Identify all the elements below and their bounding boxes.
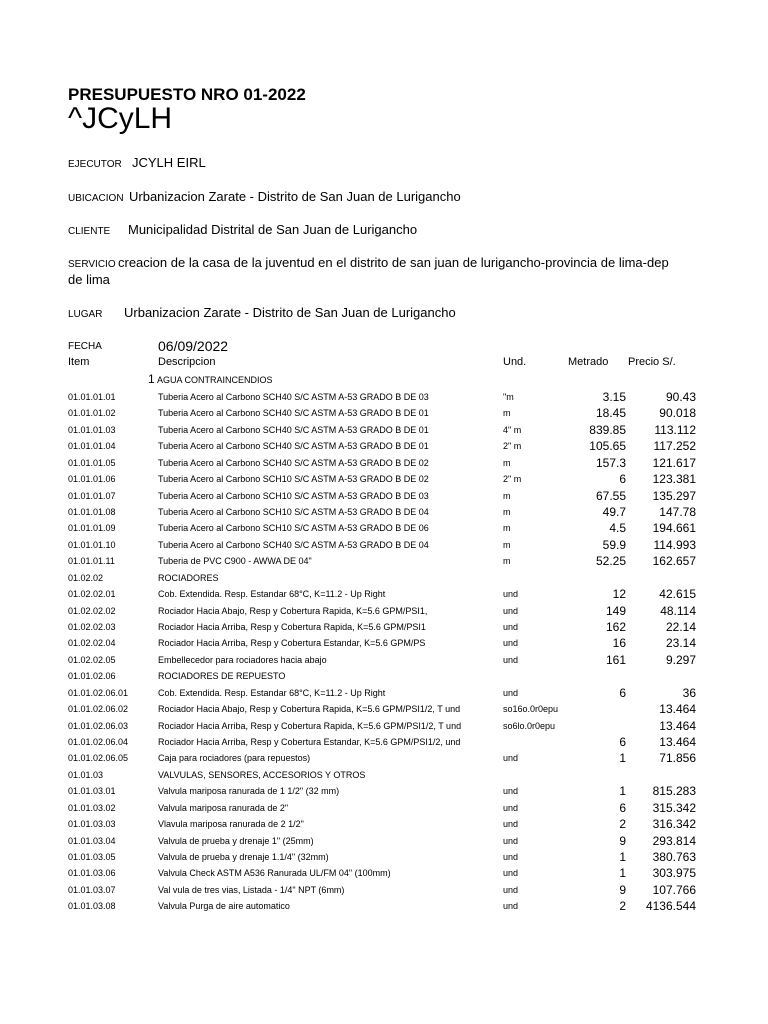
- table-row: [0, 603, 768, 622]
- fecha-label: FECHA: [68, 341, 102, 352]
- row-unit: und: [503, 786, 519, 797]
- row-item-code: 01.01.01.01: [68, 392, 116, 402]
- cliente-label: CLIENTE: [68, 226, 111, 237]
- row-metrado: 105.65: [589, 439, 626, 454]
- row-unit: "m: [503, 392, 514, 402]
- row-unit: und: [503, 654, 519, 665]
- row-item-code: 01.01.01.09: [68, 523, 116, 534]
- row-item-code: 01.02.02.03: [68, 622, 116, 633]
- row-item-code: 01.02.02.02: [68, 605, 116, 616]
- row-item-code: 01.01.03.05: [68, 852, 116, 863]
- row-item-code: 01.01.01.08: [68, 507, 116, 517]
- row-metrado: 59.9: [602, 537, 626, 552]
- row-metrado: 2: [619, 817, 626, 832]
- row-description: Valvula mariposa ranurada de 1 1/2" (32 mm): [158, 786, 340, 797]
- row-metrado: 1: [619, 784, 626, 799]
- row-price: 135.297: [652, 488, 696, 503]
- table-row: [0, 638, 768, 654]
- row-item-code: 01.01.02.06: [68, 671, 116, 682]
- row-metrado: 6: [619, 472, 626, 487]
- row-item-code: 01.01.02.06.01: [68, 687, 129, 698]
- ubicacion-value: Urbanizacion Zarate - Distrito de San Juan de Lurigancho: [129, 189, 461, 204]
- row-unit: und: [503, 901, 519, 912]
- column-header-precio: Precio S/.: [628, 356, 676, 368]
- row-price: 13.464: [659, 735, 696, 750]
- row-item-code: 01.01.01.10: [68, 539, 116, 550]
- row-description: Rociador Hacia Abajo, Resp y Cobertura Rapida, K=5.6 GPM/PSI1/2, T und: [158, 704, 461, 715]
- row-metrado: 9: [619, 833, 626, 848]
- row-item-code: 01.01.01.11: [68, 556, 115, 567]
- row-unit: m: [503, 490, 511, 501]
- table-row: [0, 622, 768, 638]
- row-unit: 4" m: [503, 424, 522, 435]
- row-price: 293.814: [652, 833, 696, 848]
- row-unit: und: [503, 605, 519, 616]
- row-item-code: 01.01.03.02: [68, 802, 116, 813]
- row-metrado: 52.25: [595, 554, 626, 569]
- row-price: 90.43: [665, 390, 696, 404]
- row-item-code: 01.01.03.08: [68, 901, 116, 912]
- row-item-code: 01.01.02.06.02: [68, 704, 129, 715]
- row-unit: m: [503, 523, 511, 534]
- row-description: Rociador Hacia Arriba, Resp y Cobertura Estandar, K=5.6 GPM/PSI1/2, und: [158, 737, 461, 748]
- row-metrado: 3.15: [602, 390, 626, 404]
- row-metrado: 162: [605, 620, 626, 635]
- row-price: 380.763: [652, 850, 696, 865]
- row-description: Embellecedor para rociadores hacia abajo: [158, 654, 327, 665]
- row-item-code: 01.01.02.06.03: [68, 720, 129, 731]
- row-item-code: 01.01.01.06: [68, 474, 116, 485]
- row-price: 114.993: [653, 537, 696, 552]
- row-unit: und: [503, 819, 519, 830]
- row-item-code: 01.02.02.05: [68, 654, 116, 665]
- row-price: 90.018: [659, 406, 696, 421]
- table-row: [0, 573, 768, 589]
- row-description: Val vula de tres vias, Listada - 1/4" NPT (6mm): [158, 884, 345, 895]
- section-label: AGUA CONTRAINCENDIOS: [157, 375, 273, 385]
- row-unit: m: [503, 457, 511, 468]
- row-description: Tuberia Acero al Carbono SCH40 S/C ASTM A-53 GRADO B DE 03: [158, 392, 429, 402]
- row-price: 194.661: [652, 521, 696, 536]
- servicio-value-line1: creacion de la casa de la juventud en el distrito de san juan de lurigancho-provincia de lima-dep: [118, 255, 669, 270]
- row-unit: und: [503, 802, 519, 813]
- row-item-code: 01.01.01.03: [68, 424, 116, 435]
- row-metrado: 161: [605, 652, 626, 667]
- table-row: [0, 392, 768, 408]
- table-row: [0, 685, 768, 704]
- row-item-code: 01.02.02.04: [68, 638, 116, 649]
- lugar-label: LUGAR: [68, 309, 103, 320]
- row-description: Tuberia Acero al Carbono SCH10 S/C ASTM A-53 GRADO B DE 04: [158, 507, 429, 517]
- row-description: Tuberia Acero al Carbono SCH40 S/C ASTM A-53 GRADO B DE 04: [158, 539, 429, 550]
- row-unit: m: [503, 539, 511, 550]
- row-price: 123.381: [652, 472, 696, 487]
- row-description: Tuberia Acero al Carbono SCH40 S/C ASTM A-53 GRADO B DE 01: [158, 441, 429, 452]
- row-price: 13.464: [659, 702, 696, 717]
- row-item-code: 01.01.01.07: [68, 490, 116, 501]
- row-unit: m: [503, 556, 511, 567]
- ejecutor-value: JCYLH EIRL: [132, 155, 206, 170]
- ubicacion-label: UBICACION: [68, 193, 124, 204]
- table-row: [0, 589, 768, 605]
- table-row: [0, 704, 768, 720]
- row-description: Tuberia Acero al Carbono SCH40 S/C ASTM A-53 GRADO B DE 02: [158, 457, 429, 468]
- row-metrado: 12: [612, 587, 626, 602]
- table-row: [0, 718, 768, 737]
- row-unit: so16o.0r0epu: [503, 704, 559, 715]
- row-description: Rociador Hacia Arriba, Resp y Cobertura Rapida, K=5.6 GPM/PSI1/2, T und: [158, 720, 462, 731]
- table-row: [0, 671, 768, 687]
- table-row: [0, 488, 768, 507]
- column-header-metrado: Metrado: [568, 356, 609, 368]
- lugar-value: Urbanizacion Zarate - Distrito de San Juan de Lurigancho: [124, 305, 456, 320]
- row-description: Rociador Hacia Abajo, Resp y Cobertura Rapida, K=5.6 GPM/PSI1,: [158, 605, 428, 616]
- section-number: 1: [148, 372, 155, 386]
- row-price: 9.297: [665, 652, 696, 667]
- row-metrado: 1: [619, 751, 626, 766]
- column-header-item: Item: [68, 356, 90, 368]
- row-description: Tuberia Acero al Carbono SCH10 S/C ASTM A-53 GRADO B DE 03: [158, 490, 429, 501]
- row-metrado: 1: [619, 866, 626, 881]
- row-description: Rociador Hacia Arriba, Resp y Cobertura Estandar, K=5.6 GPM/PS: [158, 638, 426, 649]
- row-description: Rociador Hacia Arriba, Resp y Cobertura Rapida, K=5.6 GPM/PSI1: [158, 622, 426, 633]
- row-metrado: 2: [619, 899, 626, 914]
- row-unit: und: [503, 868, 519, 879]
- row-metrado: 16: [612, 636, 626, 651]
- row-price: 48.114: [660, 603, 696, 618]
- row-price: 162.657: [652, 554, 696, 569]
- row-item-code: 01.02.02: [68, 572, 104, 583]
- table-row: [0, 901, 768, 917]
- row-description: ROCIADORES: [158, 572, 219, 583]
- row-price: 117.252: [653, 439, 696, 454]
- row-price: 42.615: [659, 587, 696, 602]
- row-metrado: 157.3: [595, 455, 626, 470]
- row-price: 147.78: [659, 505, 696, 519]
- row-unit: so6lo.0r0epu: [503, 720, 556, 731]
- row-price: 4136.544: [645, 899, 696, 914]
- column-header-und: Und.: [503, 356, 527, 368]
- row-description: Valvula mariposa ranurada de 2": [158, 802, 289, 813]
- row-description: Tuberia Acero al Carbono SCH40 S/C ASTM A-53 GRADO B DE 01: [158, 408, 429, 419]
- row-unit: und: [503, 753, 519, 764]
- row-description: Valvula Purga de aire automatico: [158, 901, 290, 912]
- row-description: Tuberia Acero al Carbono SCH10 S/C ASTM A-53 GRADO B DE 02: [158, 474, 429, 485]
- row-unit: 2" m: [503, 441, 522, 452]
- row-price: 121.617: [652, 455, 696, 470]
- row-description: Tuberia Acero al Carbono SCH40 S/C ASTM A-53 GRADO B DE 01: [158, 424, 429, 435]
- row-item-code: 01.01.02.06.04: [68, 737, 129, 748]
- row-description: Cob. Extendida. Resp. Estandar 68°C, K=11.2 - Up Right: [158, 687, 386, 698]
- row-unit: und: [503, 638, 519, 649]
- row-description: Tuberia de PVC C900 - AWWA DE 04": [158, 556, 312, 567]
- row-item-code: 01.01.03.07: [68, 884, 116, 895]
- cliente-value: Municipalidad Distrital de San Juan de Lurigancho: [128, 222, 418, 237]
- budget-title: PRESUPUESTO NRO 01-2022: [68, 85, 306, 104]
- row-item-code: 01.01.03.04: [68, 835, 116, 846]
- row-metrado: 18.45: [595, 406, 626, 421]
- row-unit: m: [503, 408, 511, 419]
- table-row: [0, 737, 768, 753]
- row-unit: und: [503, 884, 519, 895]
- row-description: Cob. Extendida. Resp. Estandar 68°C, K=11.2 - Up Right: [158, 589, 386, 600]
- row-price: 22.14: [665, 620, 696, 635]
- row-metrado: 1: [619, 850, 626, 865]
- row-price: 303.975: [652, 866, 696, 881]
- row-unit: 2" m: [503, 474, 522, 485]
- row-metrado: 49.7: [602, 505, 626, 519]
- company-logo-text: ^JCyLH: [68, 102, 173, 135]
- table-row: [0, 408, 768, 424]
- servicio-value-line2: de lima: [68, 272, 110, 287]
- row-metrado: 6: [619, 800, 626, 815]
- row-metrado: 6: [619, 685, 626, 700]
- fecha-value: 06/09/2022: [158, 338, 229, 354]
- row-price: 36: [682, 685, 696, 700]
- row-unit: und: [503, 589, 519, 600]
- row-item-code: 01.01.01.02: [68, 408, 116, 419]
- row-metrado: 9: [619, 882, 626, 897]
- row-description: Vlavula mariposa ranurada de 2 1/2": [158, 819, 304, 830]
- row-item-code: 01.01.03.03: [68, 819, 116, 830]
- row-metrado: 149: [605, 603, 626, 618]
- row-metrado: 6: [619, 735, 626, 750]
- row-description: ROCIADORES DE REPUESTO: [158, 671, 286, 682]
- row-price: 107.766: [652, 882, 696, 897]
- row-unit: und: [503, 622, 519, 633]
- table-row: [0, 753, 768, 769]
- row-description: Tuberia Acero al Carbono SCH10 S/C ASTM A-53 GRADO B DE 06: [158, 523, 429, 534]
- row-description: Valvula de prueba y drenaje 1.1/4" (32mm): [158, 852, 329, 863]
- row-metrado: 839.85: [589, 422, 626, 437]
- row-unit: und: [503, 852, 519, 863]
- row-description: Caja para rociadores (para repuestos): [158, 753, 311, 764]
- row-item-code: 01.01.02.06.05: [68, 753, 129, 764]
- row-description: Valvula de prueba y drenaje 1" (25mm): [158, 835, 314, 846]
- row-metrado: 4.5: [609, 521, 626, 536]
- row-item-code: 01.01.03.01: [68, 786, 116, 797]
- servicio-label: SERVICIO: [68, 259, 116, 270]
- row-metrado: 67.55: [595, 488, 626, 503]
- row-unit: m: [503, 507, 511, 517]
- row-price: 113.112: [654, 422, 696, 437]
- row-description: Valvula Check ASTM A536 Ranurada UL/FM 04" (100mm): [158, 868, 391, 879]
- row-description: VALVULAS, SENSORES, ACCESORIOS Y OTROS: [158, 769, 366, 780]
- row-price: 315.342: [652, 800, 696, 815]
- row-unit: und: [503, 687, 519, 698]
- row-unit: und: [503, 835, 519, 846]
- row-price: 23.14: [665, 636, 696, 651]
- row-item-code: 01.01.01.04: [68, 441, 116, 452]
- row-item-code: 01.01.01.05: [68, 457, 116, 468]
- row-price: 71.856: [659, 751, 696, 766]
- row-price: 815.283: [652, 784, 696, 799]
- row-item-code: 01.02.02.01: [68, 589, 116, 600]
- column-header-descripcion: Descripcion: [158, 356, 216, 368]
- row-item-code: 01.01.03.06: [68, 868, 116, 879]
- row-price: 13.464: [659, 718, 696, 733]
- table-row: [0, 652, 768, 671]
- table-row: [0, 556, 768, 572]
- ejecutor-label: EJECUTOR: [68, 159, 122, 170]
- row-price: 316.342: [652, 817, 696, 832]
- row-item-code: 01.01.03: [68, 769, 104, 780]
